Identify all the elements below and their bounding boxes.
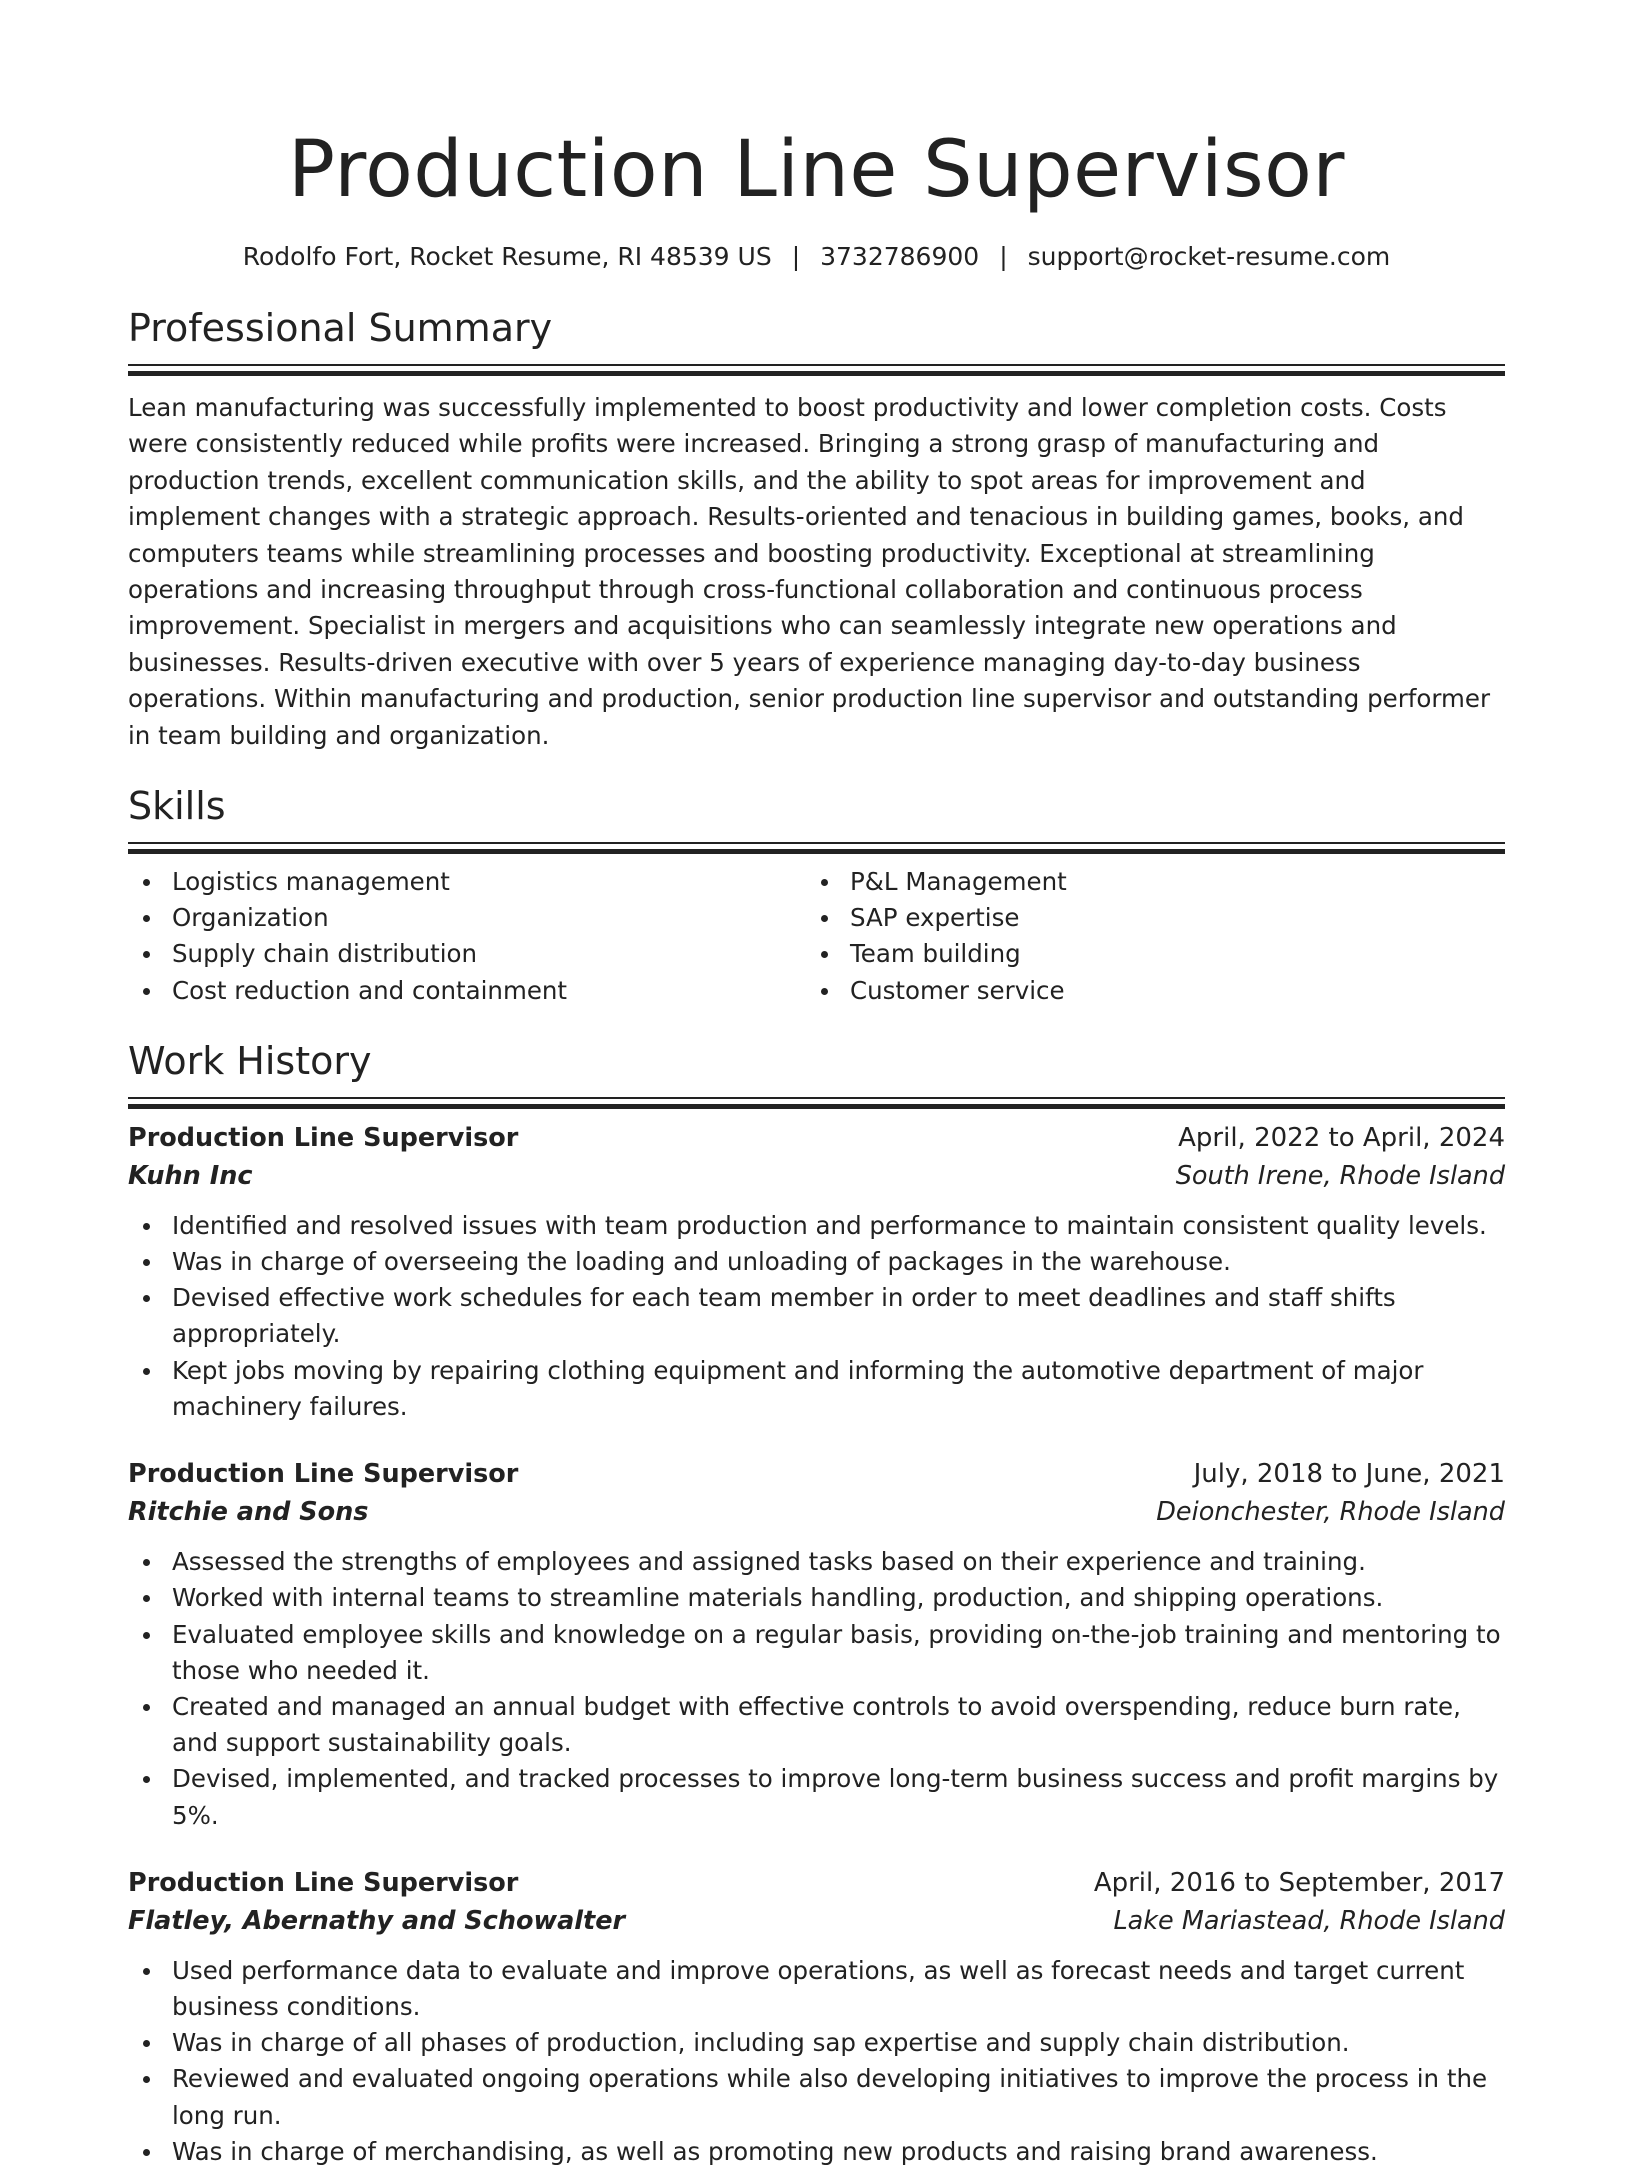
page-title: Production Line Supervisor — [288, 125, 1345, 215]
job-duty-item: Created and managed an annual budget with effective controls to avoid overspending, reduce burn rate, and support sustainability goals. — [172, 1689, 1505, 1761]
skill-item: Logistics management — [172, 864, 806, 900]
skill-item: Cost reduction and containment — [172, 973, 806, 1009]
contact-phone: 3732786900 — [820, 242, 980, 271]
job-title: Production Line Supervisor — [128, 1122, 519, 1153]
skill-item: Supply chain distribution — [172, 936, 806, 972]
skill-item: Customer service — [850, 973, 1484, 1009]
contact-address: Rodolfo Fort, Rocket Resume, RI 48539 US — [242, 242, 772, 271]
job-header — [128, 1864, 1505, 1902]
summary-text: Lean manufacturing was successfully implemented to boost productivity and lower completion costs. Costs were consistently reduced while profits were increased. Bringing a strong grasp of manufacturing and production trends, excellent communication skills, and the ability to spot areas for improvement and implement changes with a strategic approach. Results-oriented and tenacious in building games, books, and computers teams while streamlining processes and boosting productivity. Exceptional at streamlining operations and increasing throughput through cross-functional collaboration and continuous process improvement. Specialist in mergers and acquisitions who can seamlessly integrate new operations and businesses. Results-driven executive with over 5 years of experience managing day-to-day business operations. Within manufacturing and production, senior production line supervisor and outstanding performer in team building and organization. — [128, 393, 1491, 750]
job-company: Kuhn Inc — [128, 1160, 253, 1191]
job-title: Production Line Supervisor — [128, 1459, 519, 1490]
job-subheader — [128, 1902, 1505, 1940]
job-entry — [128, 1455, 1505, 1834]
job-duty-item: Identified and resolved issues with team production and performance to maintain consistent quality levels. — [172, 1208, 1505, 1244]
work-history-heading: Work History — [128, 1038, 372, 1083]
job-location: Lake Mariastead, Rhode Island — [1113, 1905, 1505, 1936]
job-duty-item: Devised effective work schedules for each team member in order to meet deadlines and staff shifts appropriately. — [172, 1280, 1505, 1352]
job-title: Production Line Supervisor — [128, 1867, 519, 1898]
job-dates: April, 2022 to April, 2024 — [1178, 1122, 1505, 1153]
job-dates: April, 2016 to September, 2017 — [1093, 1867, 1505, 1898]
contact-separator: | — [999, 242, 1008, 271]
skills-heading: Skills — [128, 784, 226, 829]
summary-section — [128, 304, 1505, 754]
contact-line — [128, 240, 1505, 274]
job-duty-item: Assessed the strengths of employees and assigned tasks based on their experience and training. — [172, 1544, 1505, 1580]
skill-item: P&L Management — [850, 864, 1484, 900]
job-duty-item: Was in charge of all phases of production, including sap expertise and supply chain distribution. — [172, 2025, 1505, 2061]
job-duty-item: Worked with internal teams to streamline materials handling, production, and shipping operations. — [172, 1580, 1505, 1616]
job-subheader — [128, 1493, 1505, 1531]
job-location: South Irene, Rhode Island — [1175, 1160, 1505, 1191]
job-location: Deionchester, Rhode Island — [1156, 1497, 1505, 1528]
skills-columns — [128, 864, 1505, 1009]
job-duty-item: Reviewed and evaluated ongoing operations while also developing initiatives to improve the process in the long run. — [172, 2061, 1505, 2133]
job-duty-item: Was in charge of overseeing the loading and unloading of packages in the warehouse. — [172, 1244, 1505, 1280]
job-duties — [128, 1953, 1505, 2170]
section-divider — [128, 1097, 1505, 1111]
job-duties — [128, 1208, 1505, 1425]
job-duty-item: Was in charge of merchandising, as well as promoting new products and raising brand awareness. — [172, 2134, 1505, 2170]
contact-email: support@rocket-resume.com — [1027, 242, 1391, 271]
job-duty-item: Evaluated employee skills and knowledge on a regular basis, providing on-the-job training and mentoring to those who needed it. — [172, 1617, 1505, 1689]
job-header — [128, 1455, 1505, 1493]
job-header — [128, 1119, 1505, 1157]
section-divider — [128, 364, 1505, 378]
skills-column-right — [806, 864, 1484, 1009]
job-duty-item: Kept jobs moving by repairing clothing equipment and informing the automotive department of major machinery failures. — [172, 1353, 1505, 1425]
work-history-section — [128, 1037, 1505, 2170]
resume-content — [128, 0, 1505, 2170]
skills-column-left — [128, 864, 806, 1009]
job-entry — [128, 1864, 1505, 2170]
job-company: Ritchie and Sons — [128, 1497, 369, 1528]
skills-section — [128, 782, 1505, 1009]
job-duty-item: Devised, implemented, and tracked processes to improve long-term business success and profit margins by 5%. — [172, 1761, 1505, 1833]
skill-item: Team building — [850, 936, 1484, 972]
job-duties — [128, 1544, 1505, 1834]
summary-heading: Professional Summary — [128, 306, 553, 350]
job-subheader — [128, 1157, 1505, 1195]
job-entry — [128, 1119, 1505, 1425]
skills-list — [128, 864, 806, 1009]
section-divider — [128, 842, 1505, 856]
skills-list — [806, 864, 1484, 1009]
job-company: Flatley, Abernathy and Schowalter — [128, 1905, 626, 1936]
skill-item: SAP expertise — [850, 900, 1484, 936]
job-dates: July, 2018 to June, 2021 — [1193, 1459, 1505, 1490]
contact-separator: | — [791, 242, 801, 271]
job-duty-item: Used performance data to evaluate and improve operations, as well as forecast needs and target current business conditions. — [172, 1953, 1505, 2025]
skill-item: Organization — [172, 900, 806, 936]
